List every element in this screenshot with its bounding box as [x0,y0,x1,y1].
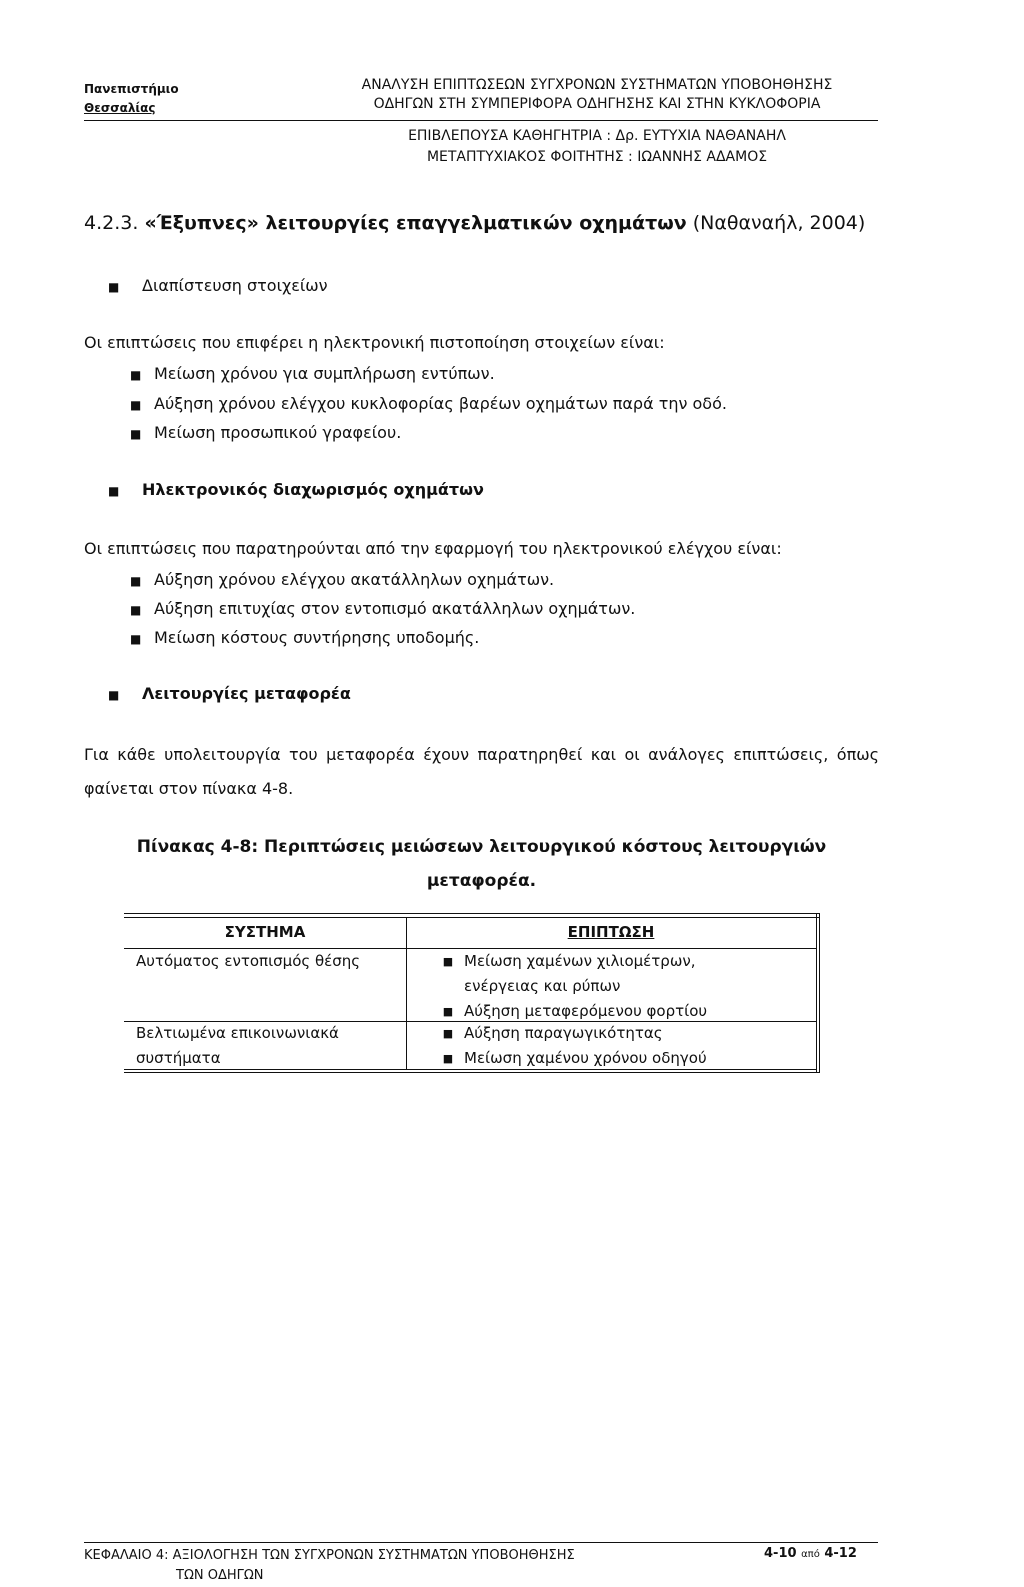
table-effect-text: Αύξηση παραγωγικότητας [464,1024,663,1042]
table-right-border-outer [819,913,820,1073]
footer-chapter-line-2: ΤΩΝ ΟΔΗΓΩΝ [176,1568,264,1583]
footer-chapter [84,1546,575,1586]
list-item-text: Μείωση προσωπικού γραφείου. [154,423,402,442]
section-citation: (Ναθαναήλ, 2004) [692,212,866,234]
table-effect-text: Αύξηση μεταφερόμενου φορτίου [464,1002,708,1020]
list-item [130,599,635,618]
table-effect-text: Μείωση χαμένων χιλιομέτρων, [464,952,696,970]
thesis-title-line-2: ΟΔΗΓΩΝ ΣΤΗ ΣΥΜΠΕΡΙΦΟΡΑ ΟΔΗΓΗΣΗΣ ΚΑΙ ΣΤΗΝ ΚΥΚΛΟΦΟΡΙΑ [373,96,821,112]
bullet-icon: ■ [108,483,120,498]
thesis-authors [316,126,878,168]
list-item-text: Αύξηση χρόνου ελέγχου ακατάλληλων οχημάτων. [154,570,555,589]
subsection-title-text: Ηλεκτρονικός διαχωρισμός οχημάτων [142,480,484,499]
table-effect-item [432,1046,707,1071]
page-total: 4-12 [824,1546,857,1561]
subsection-title [108,684,351,703]
subsection-intro: Οι επιπτώσεις που παρατηρούνται από την εφαρμογή του ηλεκτρονικού ελέγχου είναι: [84,539,782,558]
section-heading [84,212,865,234]
subsection-paragraph: Για κάθε υπολειτουργία του μεταφορέα έχουν παρατηρηθεί και οι ανάλογες επιπτώσεις, όπως φαίνεται στον πίνακα 4-8. [84,745,879,798]
bullet-icon: ■ [130,602,142,617]
thesis-title [316,76,878,114]
header-rule [84,120,878,121]
table-effect-item-continued [432,974,707,999]
table-bottom-rule [124,1069,816,1070]
table-cell-text: Αυτόματος εντοπισμός θέσης [136,952,361,970]
page-of: από [801,1549,820,1560]
bullet-icon: ■ [442,1005,454,1018]
table-cell-system [136,1021,339,1071]
supervisor-line: ΕΠΙΒΛΕΠΟΥΣΑ ΚΑΘΗΓΗΤΡΙΑ : Δρ. ΕΥΤΥΧΙΑ ΝΑΘΑΝΑΗΛ [408,128,786,144]
list-item [130,394,727,413]
list-item [130,423,401,442]
subsection-title [108,276,328,295]
table-cell-text: συστήματα [136,1049,221,1067]
bullet-icon: ■ [442,1052,454,1065]
subsection-title-text: Διαπίστευση στοιχείων [142,276,328,295]
table-effect-item [432,949,707,974]
bullet-icon: ■ [108,687,120,702]
bullet-icon: ■ [442,955,454,968]
table-header-system: ΣΥΣΤΗΜΑ [224,923,306,941]
table-cell-system [136,949,360,974]
list-item [130,628,479,647]
table-right-border [816,913,817,1073]
page-current: 4-10 [764,1546,797,1561]
list-item-text: Αύξηση επιτυχίας στον εντοπισμό ακατάλληλων οχημάτων. [154,599,636,618]
table-cell-effect [432,1021,707,1071]
table-cell-effect [432,949,707,1024]
table-caption-line-1: Πίνακας 4-8: Περιπτώσεις μειώσεων λειτουργικού κόστους λειτουργιών [136,837,827,857]
bullet-icon: ■ [108,279,120,294]
table-top-rule-inner [124,917,820,918]
thesis-title-line-1: ΑΝΑΛΥΣΗ ΕΠΙΠΤΩΣΕΩΝ ΣΥΓΧΡΟΝΩΝ ΣΥΣΤΗΜΑΤΩΝ ΥΠΟΒΟΗΘΗΣΗΣ [361,77,833,93]
list-item-text: Μείωση κόστους συντήρησης υποδομής. [154,628,480,647]
table-caption [84,830,879,898]
table-effect-item [432,1021,707,1046]
bullet-icon: ■ [130,426,142,441]
list-item [130,364,495,383]
footer-rule [84,1542,878,1543]
bullet-icon: ■ [442,1027,454,1040]
bullet-icon: ■ [130,631,142,646]
subsection-title-text: Λειτουργίες μεταφορέα [142,684,351,703]
bullet-icon: ■ [130,367,142,382]
list-item-text: Μείωση χρόνου για συμπλήρωση εντύπων. [154,364,495,383]
footer-chapter-line-1: ΚΕΦΑΛΑΙΟ 4: ΑΞΙΟΛΟΓΗΣΗ ΤΩΝ ΣΥΓΧΡΟΝΩΝ ΣΥΣΤΗΜΑΤΩΝ ΥΠΟΒΟΗΘΗΣΗΣ [84,1548,575,1563]
table-header-effect: ΕΠΙΠΤΩΣΗ [567,923,655,941]
subsection-intro: Οι επιπτώσεις που επιφέρει η ηλεκτρονική πιστοποίηση στοιχείων είναι: [84,333,665,352]
list-item [130,570,554,589]
section-title: «Έξυπνες» λειτουργίες επαγγελματικών οχημάτων [144,212,687,234]
table-caption-line-2: μεταφορέα. [426,871,537,891]
list-item-text: Αύξηση χρόνου ελέγχου κυκλοφορίας βαρέων οχημάτων παρά την οδό. [154,394,727,413]
university-line-2: Θεσσαλίας [84,101,156,115]
table-top-rule [124,913,820,914]
table [124,913,820,1073]
page-number [764,1546,857,1561]
table-cell-text: Βελτιωμένα επικοινωνιακά [136,1024,339,1042]
bullet-icon: ■ [130,573,142,588]
subsection-title [108,480,484,499]
university-name [84,80,179,118]
table-effect-text: ενέργειας και ρύπων [464,977,621,995]
university-line-1: Πανεπιστήμιο [84,82,179,96]
table-effect-text: Μείωση χαμένου χρόνου οδηγού [464,1049,707,1067]
bullet-icon: ■ [130,397,142,412]
section-number: 4.2.3. [84,212,139,234]
student-line: ΜΕΤΑΠΤΥΧΙΑΚΟΣ ΦΟΙΤΗΤΗΣ : ΙΩΑΝΝΗΣ ΑΔΑΜΟΣ [426,149,768,165]
table-bottom-rule-outer [124,1072,820,1073]
